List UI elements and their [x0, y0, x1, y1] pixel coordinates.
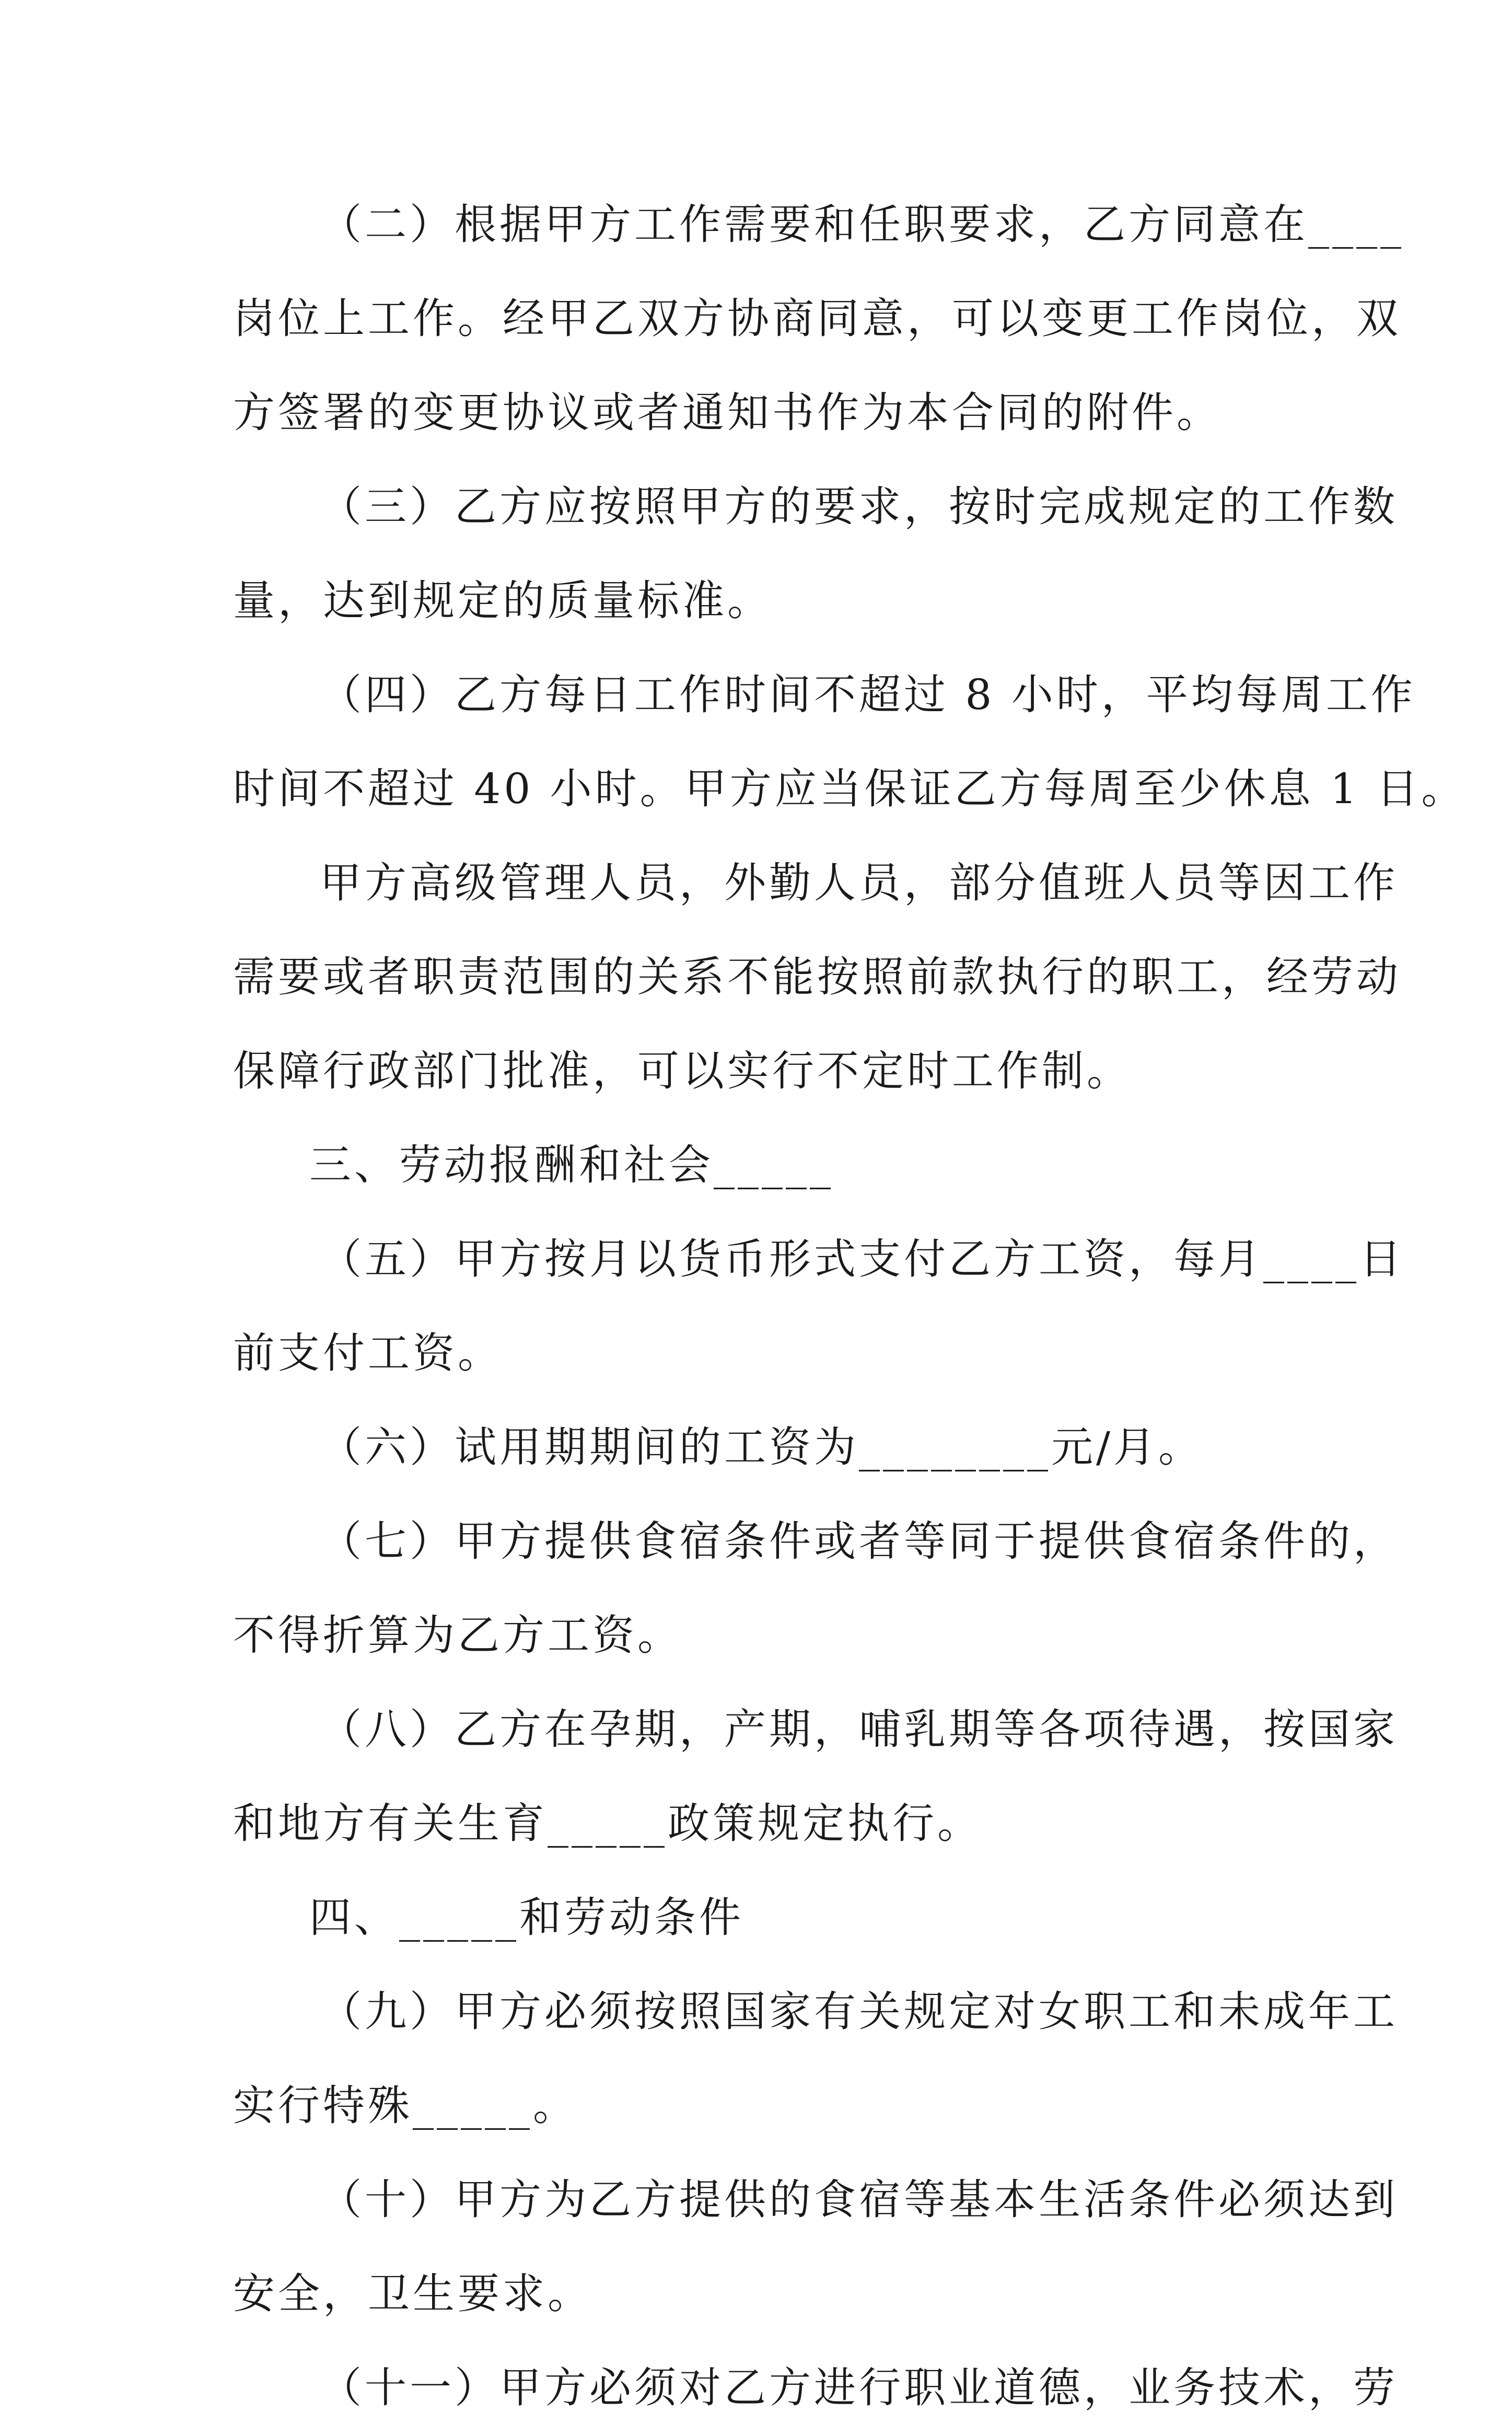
paragraph-line: （五）甲方按月以货币形式支付乙方工资，每月____日: [320, 1235, 1404, 1283]
paragraph-line: 和地方有关生育_____政策规定执行。: [233, 1799, 982, 1848]
section-heading: 四、_____和劳动条件: [309, 1893, 744, 1942]
paragraph-line: （十）甲方为乙方提供的食宿等基本生活条件必须达到: [320, 2175, 1398, 2224]
paragraph-line: 保障行政部门批准，可以实行不定时工作制。: [233, 1047, 1132, 1095]
paragraph-line: 时间不超过 40 小时。甲方应当保证乙方每周至少休息 1 日。: [233, 764, 1467, 813]
paragraph-line: 岗位上工作。经甲乙双方协商同意，可以变更工作岗位，双: [233, 294, 1401, 343]
paragraph-line: 不得折算为乙方工资。: [233, 1611, 682, 1660]
paragraph-line: 安全，卫生要求。: [233, 2269, 592, 2318]
paragraph-line: （二）根据甲方工作需要和任职要求，乙方同意在____: [320, 200, 1404, 249]
contract-text: [233, 178, 1467, 2435]
paragraph-line: 甲方高级管理人员，外勤人员，部分值班人员等因工作: [320, 859, 1398, 907]
paragraph-line: 量，达到规定的质量标准。: [233, 576, 772, 625]
paragraph-line: 需要或者职责范围的关系不能按照前款执行的职工，经劳动: [233, 953, 1401, 1001]
paragraph-line: 实行特殊_____。: [233, 2081, 578, 2130]
section-heading: 三、劳动报酬和社会_____: [309, 1141, 834, 1189]
paragraph-line: （六）试用期期间的工资为________元/月。: [320, 1423, 1203, 1471]
paragraph-line: （九）甲方必须按照国家有关规定对女职工和未成年工: [320, 1987, 1398, 2036]
paragraph-line: （十一）甲方必须对乙方进行职业道德，业务技术，劳: [320, 2363, 1398, 2412]
paragraph-line: （四）乙方每日工作时间不超过 8 小时，平均每周工作: [320, 670, 1416, 719]
paragraph-line: 方签署的变更协议或者通知书作为本合同的附件。: [233, 388, 1222, 437]
paragraph-line: （三）乙方应按照甲方的要求，按时完成规定的工作数: [320, 482, 1398, 531]
paragraph-line: （七）甲方提供食宿条件或者等同于提供食宿条件的，: [320, 1517, 1398, 1566]
paragraph-line: （八）乙方在孕期，产期，哺乳期等各项待遇，按国家: [320, 1705, 1398, 1754]
paragraph-line: 前支付工资。: [233, 1329, 503, 1377]
